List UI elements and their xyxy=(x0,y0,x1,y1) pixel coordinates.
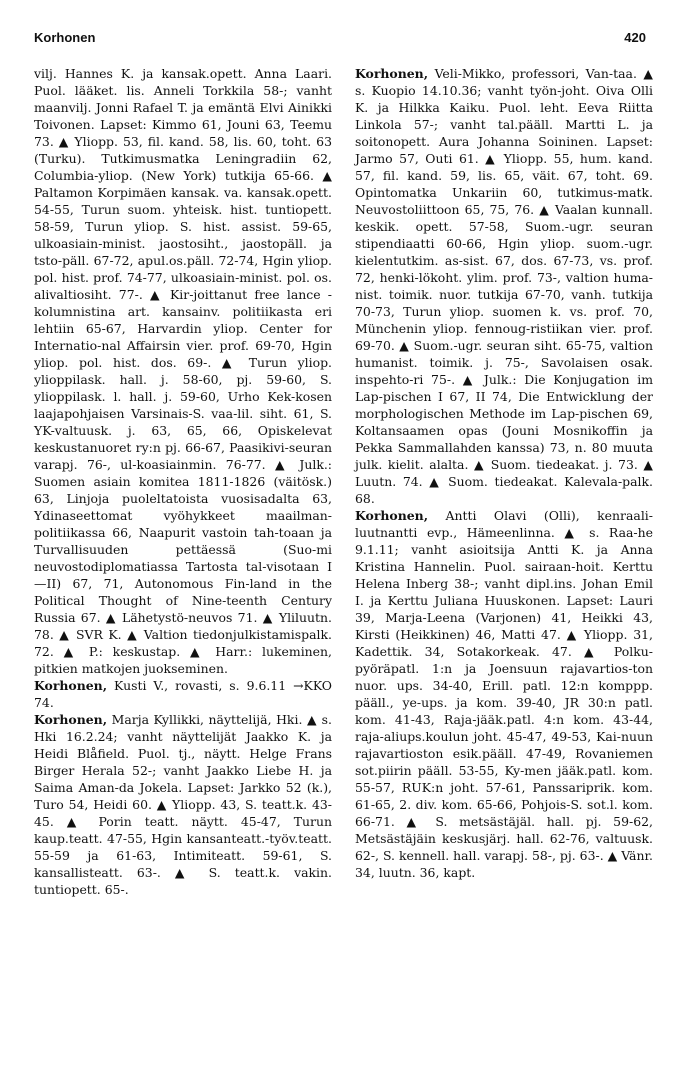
entry-text: Kusti V., rovasti, s. 9.6.11 →KKO 74. xyxy=(34,678,332,710)
entry-name: Korhonen, xyxy=(355,66,429,81)
running-head: Korhonen xyxy=(34,30,96,45)
entry-name: Korhonen, xyxy=(34,712,108,727)
right-column xyxy=(355,65,653,881)
entry-korhonen-veli-mikko xyxy=(355,65,653,507)
left-column xyxy=(34,65,332,898)
page-header xyxy=(34,30,646,52)
entry-korhonen-marja xyxy=(34,711,332,898)
page-number: 420 xyxy=(624,30,646,45)
entry-continued xyxy=(34,65,332,677)
entry-name: Korhonen, xyxy=(34,678,108,693)
entry-text: Marja Kyllikki, näyttelijä, Hki. ▲ s. Hki 16.2.24; vanht näyttelijät Jaakko K. ja Heidi Blåfield. Puol. tj., näytt. Helge Frans Birger Herala 52-; vanht Jaakko Liebe H. ja Saima Aman-da Jokela. Lapset: Jarkko 52 (k.), Turo 54, Heidi 60. ▲ Yliopp. 43, S. teatt.k. 43-45. ▲ Porin teatt. näytt. 45-47, Turun kaup.teatt. 47-55, Hgin kansanteatt.-työv.teatt. 55-59 ja 61-63, Intimiteatt. 59-61, S. kansallisteatt. 63-. ▲ S. teatt.k. vakin. tuntiopett. 65-. xyxy=(34,712,332,897)
entry-korhonen-antti xyxy=(355,507,653,881)
entry-name: Korhonen, xyxy=(355,508,429,523)
entry-korhonen-kusti xyxy=(34,677,332,711)
entry-text: Veli-Mikko, professori, Van-taa. ▲ s. Kuopio 14.10.36; vanht työn-joht. Oiva Olli K. ja Hilkka Kaiku. Puol. leht. Eeva Riitta Linkola 57-; vanht tal.pääll. Martti L. ja soitonopett. Aura Johanna Soininen. Lapset: Jarmo 57, Outi 61. ▲ Yliopp. 55, hum. kand. 57, fil. kand. 59, lis. 65, väit. 67, toht. 69. Opintomatka Unkariin 60, tutkimus-matk. Neuvostoliittoon 65, 75, 76. ▲ Vaalan kunnall. keskik. opett. 57-58, Suom.-ugr. seuran stipendiaatti 60-66, Hgin yliop. suom.-ugr. kielentutkim. as-sist. 67, dos. 67-73, vs. prof. 72, henki-lökoht. ylim. prof. 73-, valtion huma-nist. toimik. nuor. tutkija 67-70, vanh. tutkija 70-73, Turun yliop. suomen k. vs. prof. 70, Münchenin yliop. fennoug-ristiikan vier. prof. 69-70. ▲ Suom.-ugr. seuran siht. 65-75, valtion humanist. toimik. j. 75-, Savolaisen osak. inspehto-ri 75-. ▲ Julk.: Die Konjugation im Lap-pischen I 67, II 74, Die Entwicklung der morphologischen Methode im Lap-pischen 69, Koltansaamen opas (Jouni Mosnikoffin ja Pekka Sammallahden kanssa) 73, n. 80 muuta julk. kielit. alalta. ▲ Suom. tiedeakat. j. 73. ▲ Luutn. 74. ▲ Suom. tiedeakat. Kalevala-palk. 68. xyxy=(355,66,653,506)
entry-text: Antti Olavi (Olli), kenraali-luutnantti evp., Hämeenlinna. ▲ s. Raa-he 9.1.11; vanht asioitsija Antti K. ja Anna Kristina Hannelin. Puol. sairaan-hoit. Kerttu Helena Inberg 38-; vanht dipl.ins. Johan Emil I. ja Kerttu Juliana Huuskonen. Lapset: Lauri 39, Marja-Leena (Varjonen) 41, Heikki 43, Kirsti (Heikkinen) 46, Matti 47. ▲ Yliopp. 31, Kadettik. 34, Sotakorkeak. 47. ▲ Polku-pyöräpatl. 1:n ja Joensuun rajavartios-ton nuor. ups. 34-40, Erill. patl. 12:n komppp. pääll., ye-ups. ja kom. 39-40, JR 30:n patl. kom. 41-43, Raja-jääk.patl. 4:n kom. 43-44, raja-aliups.koulun joht. 45-47, 49-53, Kai-nuun rajavartioston esik.pääll. 47-49, Rovaniemen sot.piirin pääll. 53-55, Ky-men jääk.patl. kom. 55-57, RUK:n joht. 57-61, Panssariprik. kom. 61-65, 2. div. kom. 65-66, Pohjois-S. sot.l. kom. 66-71. ▲ S. metsästäjäl. hall. pj. 59-62, Metsästäjäin keskusjärj. hall. 62-76, valtuusk. 62-, S. kennell. hall. varapj. 58-, pj. 63-. ▲ Vänr. 34, luutn. 36, kapt. xyxy=(355,508,653,880)
entry-text: vilj. Hannes K. ja kansak.opett. Anna Laari. Puol. lääket. lis. Anneli Torkkila 58-; vanht maanvilj. Jonni Rafael T. ja emäntä Elvi Ainikki Toivonen. Lapset: Kimmo 61, Jouni 63, Teemu 73. ▲ Yliopp. 53, fil. kand. 58, lis. 60, toht. 63 (Turku). Tutkimusmatka Leningradiin 62, Columbia-yliop. (New York) tutkija 65-66. ▲ Paltamon Korpimäen kansak. va. kansak.opett. 54-55, Turun suom. yhteisk. hist. tuntiopett. 58-59, Turun yliop. S. hist. assist. 59-65, ulkoasiain-minist. jaostosiht., jaostopäll. ja tsto-päll. 67-72, apul.os.päll. 72-74, Hgin yliop. pol. hist. prof. 74-77, ulkoasiain-minist. pol. os. alivaltiosiht. 77-. ▲ Kir-joittanut free lance -kolumnistina art. kansainv. politiikasta eri lehtiin 65-67, Harvardin yliop. Center for Internatio-nal Affairsin vier. prof. 69-70, Hgin yliop. pol. hist. dos. 69-. ▲ Turun yliop. ylioppilask. hall. j. 58-60, pj. 59-60, S. ylioppilask. l. hall. j. 59-60, Urho Kek-kosen laajapohjaisen Varsinais-S. vaa-lil. siht. 61, S. YK-valtuusk. j. 63, 65, 66, Opiskelevat keskustanuoret ry:n pj. 66-67, Paasikivi-seuran varapj. 76-, ul-koasiainmin. 76-77. ▲ Julk.: Suomen asiain komitea 1811-1826 (väitösk.) 63, Linjoja puoleltatoista vuosisadalta 63, Ydinaseettomat vyöhykkeet maailman-politiikassa 66, Naapurit vastoin tah-toaan ja Turvallisuuden pettäessä (Suo-mi neuvostodiplomatiassa Tartosta tal-visotaan I—II) 67, 71, Autonomous Fin-land in the Political Thought of Nine-teenth Century Russia 67. ▲ Lähetystö-neuvos 71. ▲ Yliluutn. 78. ▲ SVR K. ▲ Valtion tiedonjulkistamispalk. 72. ▲ P.: keskustap. ▲ Harr.: lukeminen, pitkien matkojen juokseminen. xyxy=(34,66,332,676)
